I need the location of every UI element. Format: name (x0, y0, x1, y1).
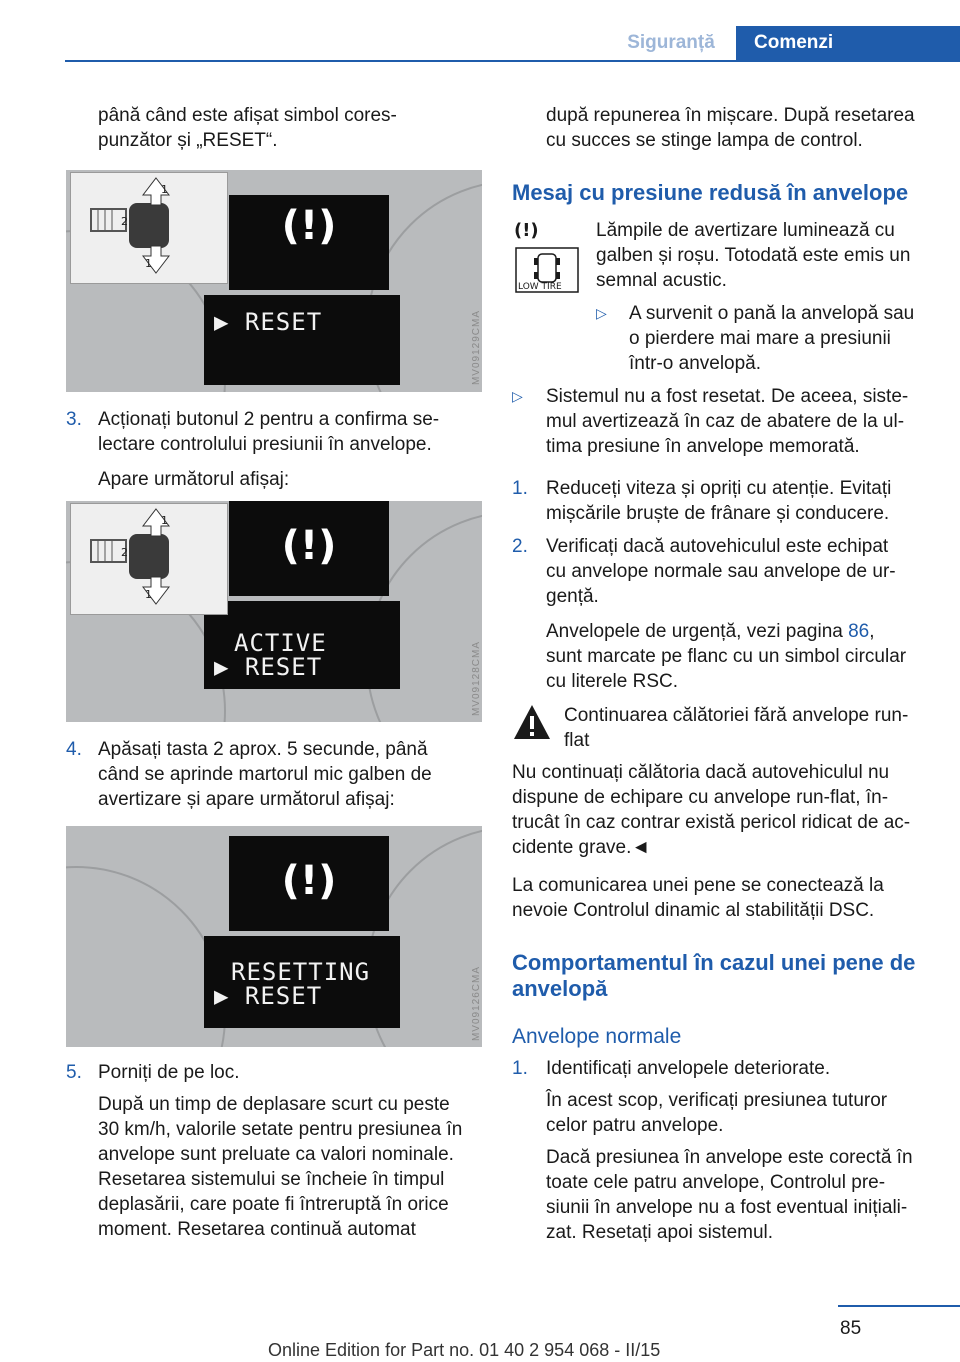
figure-reset-display (66, 170, 482, 392)
step-number: 1. (512, 1058, 528, 1079)
step-number: 1. (512, 478, 528, 499)
tab-comenzi[interactable]: Comenzi (736, 26, 960, 62)
step-number: 3. (66, 409, 82, 430)
step-number: 2. (512, 536, 528, 557)
paragraph-dsc: La comunicarea unei pene se conectează la nevoie Controlul dinamic al stabilității DSC. (512, 875, 884, 921)
step-number: 4. (66, 739, 82, 760)
bullet-triangle: ▷ (512, 388, 523, 404)
figure-code: MV09129CMA (471, 310, 482, 386)
step-4-text: Apăsați tasta 2 aprox. 5 secunde, până când se aprinde martorul mic galben de avertizare și apare următorul afișaj: (98, 739, 432, 810)
heading-flat-tyre-behaviour: Comportamentul în cazul unei pene de anvelopă (512, 950, 916, 1001)
svg-text:1: 1 (161, 514, 168, 527)
step-reduce-speed: Reduceți viteza și opriți cu atenție. Evitați mișcările bruște de frânare și conducere. (546, 478, 892, 524)
step-identify-tyres: Identificați anvelopele deteriorate. În acest scop, verificați presiunea tuturor celor patru anvelope. Dacă presiunea în anvelope este corectă în toate cele patru anvelope, Controlul pre- siunii în anvelope nu a fost eventual inițiali- zat. Resetați apoi sistemul. (546, 1058, 913, 1243)
heading-low-pressure: Mesaj cu presiune redusă în anvelope (512, 180, 909, 205)
display-line-active: ACTIVE (234, 629, 327, 657)
heading-normal-tyres: Anvelope normale (512, 1025, 682, 1048)
svg-text:2: 2 (121, 215, 128, 228)
bullet-puncture: A survenit o pană la anvelopă sau o pierdere mai mare a presiunii într-o anvelopă. (629, 303, 915, 374)
step-5-text: Porniți de pe loc. După un timp de deplasare scurt cu peste 30 km/h, valorile setate pentru presiunea în anvelope sunt preluate ca valori nominale. Resetarea sistemului se încheie în timpul deplasării, care poate fi întreruptă în orice moment. Resetarea continuă automat (98, 1062, 463, 1240)
bullet-not-reset: Sistemul nu a fost resetat. De aceea, siste- mul avertizează în caz de abatere de la ul- tima presiune în anvelope memorată. (546, 386, 909, 457)
paragraph-intro: până când este afișat simbol cores- punzător și „RESET“. (98, 105, 397, 151)
stalk-icon (71, 173, 229, 285)
display-line-reset: ▶ RESET (214, 982, 323, 1010)
stalk-buttons-inset (70, 503, 228, 615)
warning-lamps-text: Lămpile de avertizare luminează cu galben și roșu. Totodată este emis un semnal acustic. (596, 220, 911, 291)
header-rule (65, 60, 960, 62)
edition-footer: Online Edition for Part no. 01 40 2 954 068 - II/15 (268, 1340, 661, 1360)
bullet-triangle: ▷ (596, 305, 607, 321)
tab-siguranta[interactable]: Siguranță (627, 32, 715, 53)
svg-text:1: 1 (145, 257, 152, 270)
page-link[interactable]: 86 (848, 621, 870, 642)
paragraph-continue: după repunerea în mișcare. După resetarea cu succes se stinge lampa de control. (546, 105, 915, 151)
figure-code: MV09126CMA (471, 966, 482, 1042)
display-line-resetting: RESETTING (231, 958, 371, 986)
warning-triangle-icon (512, 703, 552, 741)
page-number: 85 (840, 1318, 862, 1339)
figure-active-reset (66, 501, 482, 722)
tpms-warning-icon: (!) (281, 858, 337, 904)
warning-body: Nu continuați călătoria dacă autovehiculul nu dispune de echipare cu anvelope run-flat, în- trucât în caz contrar există pericol ridicat de ac- cidente grave.◄ (512, 762, 911, 858)
svg-text:1: 1 (161, 183, 168, 196)
step-check-tyres: Verificați dacă autovehiculul este echipat cu anvelope normale sau anvelope de ur- gență. Anvelopele de urgență, vezi pagina 86, sunt marcate pe flanc cu un simbol circular cu literele RSC. (546, 536, 907, 692)
tpms-warning-icon: (!) (281, 203, 337, 249)
low-tire-warning-icon: (!) LOW TIRE (512, 218, 584, 298)
stalk-icon (71, 504, 229, 616)
svg-text:(!): (!) (514, 220, 539, 241)
footer-rule (838, 1305, 960, 1307)
svg-text:2: 2 (121, 546, 128, 559)
svg-text:1: 1 (145, 588, 152, 601)
tpms-warning-icon: (!) (281, 523, 337, 569)
step-number: 5. (66, 1062, 82, 1083)
warning-title: Continuarea călătoriei fără anvelope run- flat (564, 705, 909, 751)
figure-resetting (66, 826, 482, 1047)
display-line-reset: ▶ RESET (214, 653, 323, 681)
display-text: ▶ RESET (214, 308, 323, 336)
step-3-text: Acționați butonul 2 pentru a confirma se- lectare controlului presiunii în anvelope. Apare următorul afișaj: (98, 409, 440, 490)
figure-code: MV09128CMA (471, 641, 482, 717)
stalk-buttons-inset (70, 172, 228, 284)
